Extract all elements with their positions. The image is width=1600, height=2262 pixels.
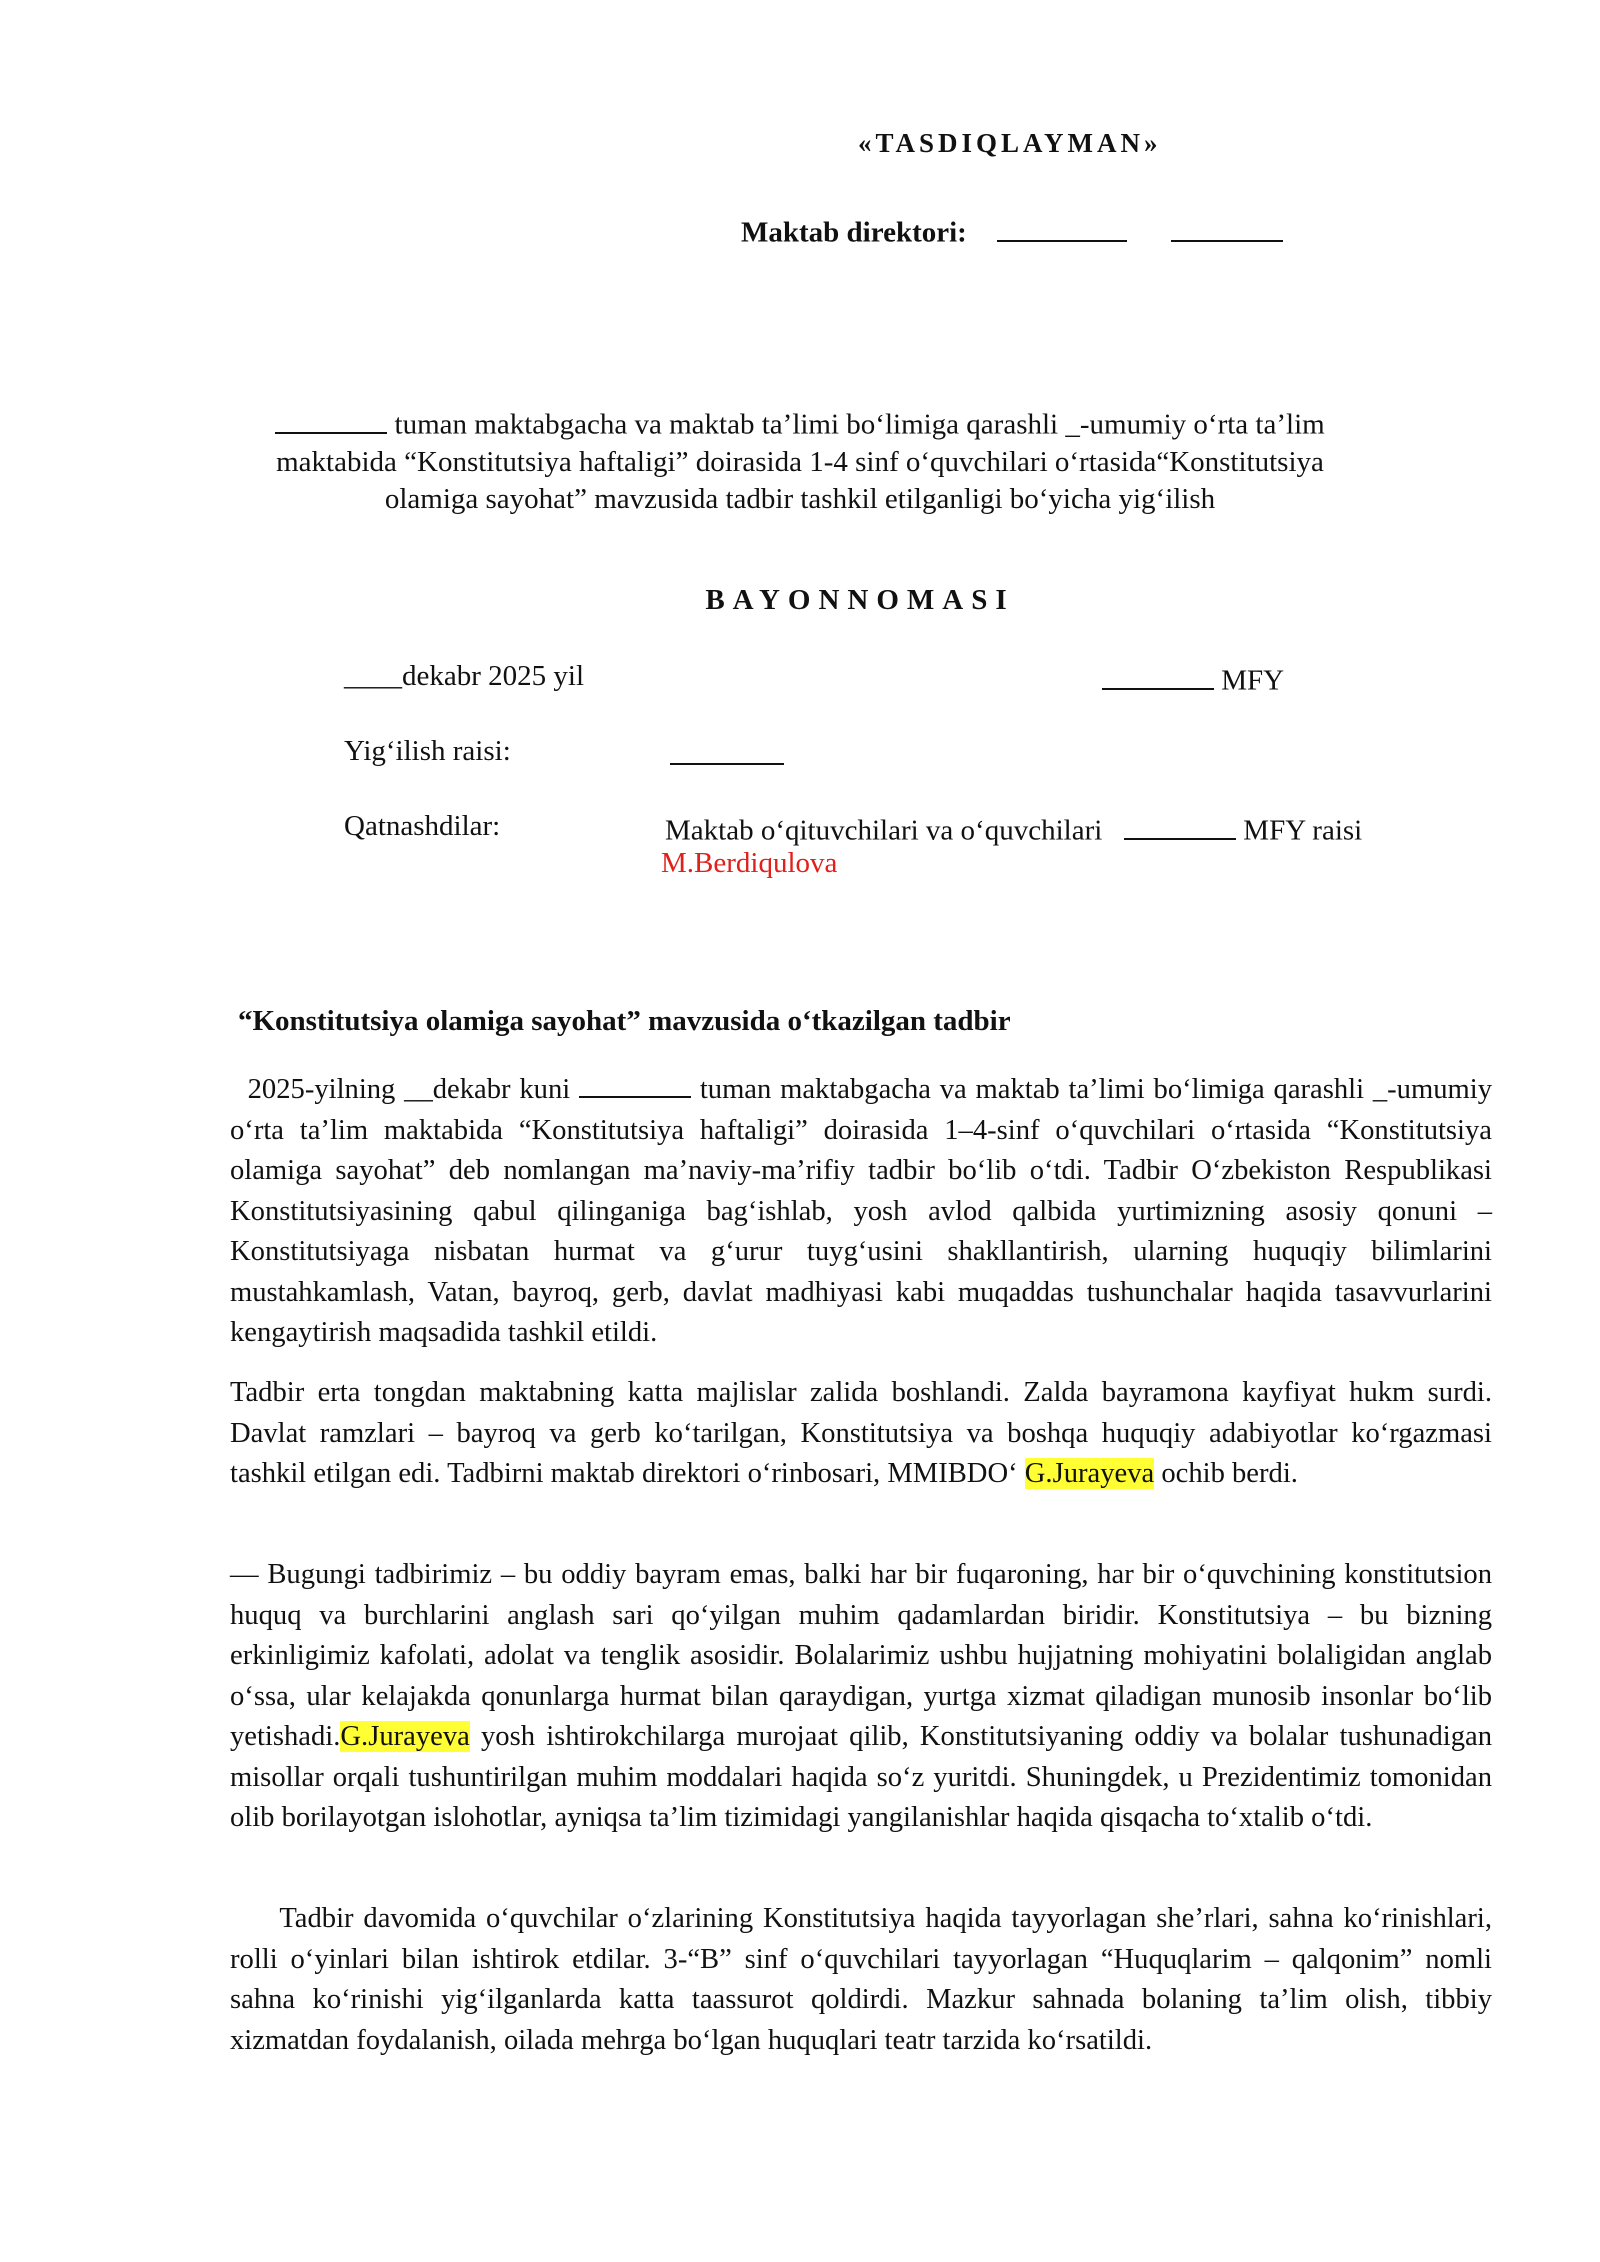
heading-line-3: olamiga sayohat” mavzusida tadbir tashkil etilganligi bo‘yicha yig‘ilish xyxy=(384,482,1216,515)
section-title: “Konstitutsiya olamiga sayohat” mavzusida o‘tkazilgan tadbir xyxy=(238,1005,1011,1037)
paragraph-4: Tadbir davomida o‘quvchilar o‘zlarining Konstitutsiya haqida tayyorlagan she’rlari, sahna ko‘rinishlari, rolli o‘yinlari bilan ishtirok etdilar. 3-“B” sinf o‘quvchilari tayyorlagan “Huquqlarim – qalqonim” nomli sahna ko‘rinishi yig‘ilganlarda katta taassurot qoldirdi. Mazkur sahnada bolaning ta’lim olish, tibbiy xizmatdan foydalanish, oilada mehrga bo‘lgan huquqlari teatr tarzida ko‘rsatildi. xyxy=(230,1903,1500,2056)
mfy-chair-name: M.Berdiqulova xyxy=(661,847,838,879)
chair-label: Yig‘ilish raisi: xyxy=(344,735,511,767)
paragraph-2 xyxy=(230,1373,1492,1495)
mfy-chair-blank xyxy=(1124,810,1236,840)
paragraph-3 xyxy=(230,1555,1492,1839)
paragraph-1-text: tuman maktabgacha va maktab ta’limi bo‘limiga qarashli _-umumiy o‘rta ta’lim maktabida “Konstitutsiya haftaligi” doirasida 1–4-sinf o‘quvchilari o‘rtasida “Konstitutsiya olamiga sayohat” deb nomlangan ma’naviy-ma’rifiy tadbir bo‘lib o‘tdi. Tadbir O‘zbekiston Respublikasi Konstitutsiyasining qabul qilinganiga bag‘ishlab, yosh avlod qalbida yurtimizning asosiy qonuni – Konstitutsiyaga nisbatan hurmat va g‘urur tuyg‘usini shakllantirish, ularning huquqiy bilimlarini mustahkamlash, Vatan, bayroq, gerb, davlat madhiyasi kabi muqaddas tushunchalar haqida tasavvurlarini kengaytirish maqsadida tashkil etildi. xyxy=(230,1074,1493,1349)
highlighted-name: G.Jurayeva xyxy=(340,1721,470,1752)
mfy-text: MFY xyxy=(1214,664,1285,697)
date-blank: ____ xyxy=(344,660,402,692)
chair-field xyxy=(670,735,784,773)
participants-text: Maktab o‘qituvchilari va o‘quvchilari xyxy=(665,814,1103,847)
date-text: dekabr 2025 yil xyxy=(402,660,585,692)
mfy-chair-text: MFY raisi xyxy=(1236,814,1363,847)
participants-field xyxy=(665,810,1362,848)
mfy-blank xyxy=(1102,660,1214,690)
date-field xyxy=(344,660,584,693)
chair-blank xyxy=(670,735,784,765)
heading-line-2: maktabida “Konstitutsiya haftaligi” doirasida 1-4 sinf o‘quvchilari o‘rtasida“Konstitutsiya xyxy=(276,445,1324,478)
paragraph-2-end: ochib berdi. xyxy=(1154,1458,1298,1489)
district-blank-2 xyxy=(579,1069,691,1098)
director-label: Maktab direktori: xyxy=(741,216,967,249)
heading-line-1-text: tuman maktabgacha va maktab ta’limi bo‘limiga qarashli _-umumiy o‘rta ta’lim xyxy=(387,408,1325,441)
heading-line-1 xyxy=(180,404,1420,444)
highlighted-name: G.Jurayeva xyxy=(1024,1458,1155,1489)
name-blank xyxy=(1171,212,1283,242)
paragraph-1-start: 2025-yilning __dekabr kuni xyxy=(230,1074,580,1106)
district-blank xyxy=(275,404,387,434)
approval-heading: «TASDIQLAYMAN» xyxy=(858,128,1162,158)
paragraph-1 xyxy=(230,1069,1492,1354)
document-heading xyxy=(180,404,1420,518)
paragraph-2-text: Tadbir erta tongdan maktabning katta majlislar zalida boshlandi. Zalda bayramona kayfiyat hukm surdi. Davlat ramzlari – bayroq va gerb ko‘tarilgan, Konstitutsiya va boshqa huquqiy adabiyotlar ko‘rgazmasi tashkil etilgan edi. Tadbirni maktab direktori o‘rinbosari, MMIBDO‘ xyxy=(230,1377,1492,1489)
document-title: BAYONNOMASI xyxy=(705,584,1015,616)
director-signature-line xyxy=(741,212,1283,250)
participants-label: Qatnashdilar: xyxy=(344,810,501,842)
paragraph-3-end: yosh ishtirokchilarga murojaat qilib, Konstitutsiyaning oddiy va bolalar tushunadigan misollar orqali tushuntirilgan muhim moddalari haqida so‘z yuritdi. Shuningdek, u Prezidentimiz tomonidan olib borilayotgan islohotlar, ayniqsa ta’lim tizimidagi yangilanishlar haqida qisqacha to‘xtalib o‘tdi. xyxy=(230,1721,1492,1833)
mfy-field xyxy=(1102,660,1284,698)
signature-blank xyxy=(997,212,1127,242)
paragraph-3-text: — Bugungi tadbirimiz – bu oddiy bayram emas, balki har bir fuqaroning, har bir o‘quvchining konstitutsion huquq va burchlarini anglash sari qo‘yilgan muhim qadamlardan biridir. Konstitutsiya – bu bizning erkinligimiz kafolati, adolat va tenglik asosidir. Bolalarimiz ushbu hujjatning mohiyatini bolaligidan anglab o‘ssa, ular kelajakda qonunlarga hurmat bilan qaraydigan, yurtga xizmat qiladigan munosib insonlar bo‘lib yetishadi. xyxy=(230,1559,1492,1752)
